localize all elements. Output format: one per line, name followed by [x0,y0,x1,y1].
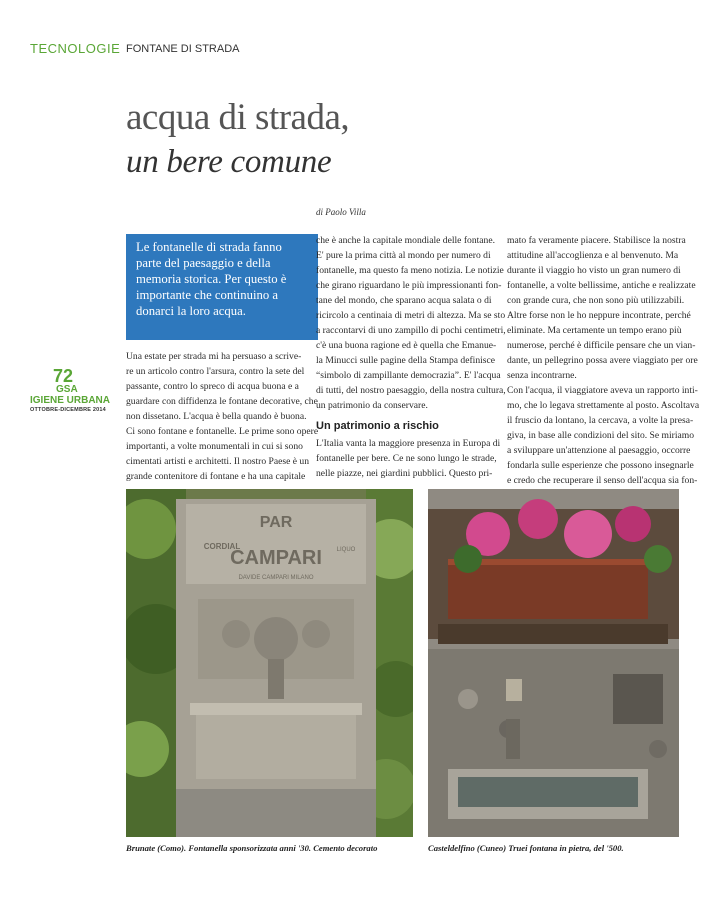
text-line: che è anche la capitale mondiale delle fontane. [316,235,495,246]
text-line: mo, che lo legava strettamente al posto. Ascoltava [507,400,700,411]
sign-text-par: PAR [259,514,293,531]
text-line: a raccontarvi di uno zampillo di pochi centimetri, [316,325,506,336]
page-number: 72 [53,366,74,386]
text-line: guardare con diffidenza le fontane decorative, che [126,396,318,407]
publication-name: IGIENE URBANA [30,395,111,406]
lead-box [126,234,318,340]
text-line: Una estate per strada mi ha persuaso a scrive- [126,351,302,362]
lead-line: donarci la loro acqua. [136,304,246,318]
text-line: ricircolo a centinaia di metri di altezza. Ma se sto [316,310,506,321]
text-line: un patrimonio da conservare. [316,400,428,411]
lead-line: importante che continuino a [136,288,278,302]
section-label: TECNOLOGIE [30,41,121,56]
sign-text-brand: CAMPARI [230,547,322,569]
lead-line: Le fontanelle di strada fanno [136,240,282,254]
text-line: passante, contro lo spreco di acqua buona e a [126,381,299,392]
text-line: re un articolo contro l'arsura, contro la sete del [126,366,305,377]
sign-text-side: LIQUO [336,547,356,553]
lead-line: parte del paesaggio e della [136,256,271,270]
topic-label: FONTANE DI STRADA [126,43,240,55]
text-column-1 [126,349,318,484]
text-line: E' pure la prima città al mondo per numero di [316,250,491,261]
text-line: fontanelle, ma questo fa meno notizia. Le notizie [316,265,504,276]
text-line: numerose, perché è difficile pensare che un vian- [507,340,696,351]
text-line: cimentati artisti e architetti. Il nostro Paese è un [126,456,310,467]
text-line: fondarla sulle esperienze che possono insegnarle [507,460,694,471]
photo-casteldelfino-fountain [428,489,679,837]
text-line: grande contenitore di fontane e ha una capitale [126,471,306,482]
author-byline: di Paolo Villa [316,207,366,217]
sign-text-cordial: CORDIAL [203,542,241,551]
text-line: senza incontrarne. [507,370,577,381]
text-line: fontanelle per bere. Ce ne sono lungo le strade, [316,453,497,464]
text-line: L'Italia vanta la maggiore presenza in Europa di [316,438,501,449]
magazine-logo: GSA [56,384,78,395]
text-line: fontanelle, a volte bellissime, antiche e realizzate [507,280,696,291]
text-line: a sviluppare un'attenzione al paesaggio, occorre [507,445,691,456]
text-line: e credo che recuperare il senso dell'acqua sia fon- [507,475,698,486]
text-line: giva, in base alle condizioni del sito. Se miriamo [507,430,695,441]
sign-text-bottom: DAVIDE CAMPARI MILANO [238,575,314,581]
text-line: il fruscio da lontano, la cercava, a volte la presa- [507,415,694,426]
text-line: che girano riguardano le più impressionanti fon- [316,280,502,291]
caption-left: Brunate (Como). Fontanella sponsorizzata anni '30. Cemento decorato [126,843,378,853]
text-line: dante, un pellegrino possa avere viaggiato per ore [507,355,698,366]
text-column-2 [316,233,506,481]
caption-right: Casteldelfino (Cuneo) Truei fontana in pietra, del '500. [428,843,624,853]
text-line: eliminate. Ma certamente un tempo erano più [507,325,682,336]
page-info [30,367,120,414]
text-line: Con l'acqua, il viaggiatore aveva un rapporto inti- [507,385,698,396]
text-line: attitudine all'accoglienza e al benvenuto. Ma [507,250,679,261]
text-column-3 [507,233,699,488]
text-line: Altre forse non le ho neppure incontrate, perché [507,310,691,321]
text-line: mato fa veramente piacere. Stabilisce la nostra [507,235,686,246]
article-subtitle: un bere comune [126,144,332,180]
article-title: acqua di strada, [126,97,350,138]
text-line: con grande cura, che non sono più utilizzabili. [507,295,685,306]
text-line: la Minucci sulle pagine della Stampa definisce [316,355,496,366]
text-line: di tutti, del nostro paesaggio, della nostra cultura, [316,385,506,396]
photo-campari-fountain [126,489,413,837]
subheading: Un patrimonio a rischio [316,420,439,432]
text-line: c'è una buona ragione ed è quella che Emanue- [316,340,497,351]
text-line: Ci sono fontane e fontanelle. Le prime sono opere [126,426,319,437]
text-line: non dissetano. L'acqua è bella quando è buona. [126,411,307,422]
lead-line: memoria storica. Per questo è [136,272,287,286]
text-line: durante il viaggio ho visto un gran numero di [507,265,681,276]
issue-date: OTTOBRE-DICEMBRE 2014 [30,407,106,413]
text-line: nelle piazze, nei giardini pubblici. Questo pri- [316,468,493,479]
text-line: “simbolo di zampillante democrazia”. E' l'acqua [316,370,501,381]
text-line: importanti, a volte monumentali in cui si sono [126,441,303,452]
text-line: tane del mondo, che sparano acqua salata o di [316,295,492,306]
